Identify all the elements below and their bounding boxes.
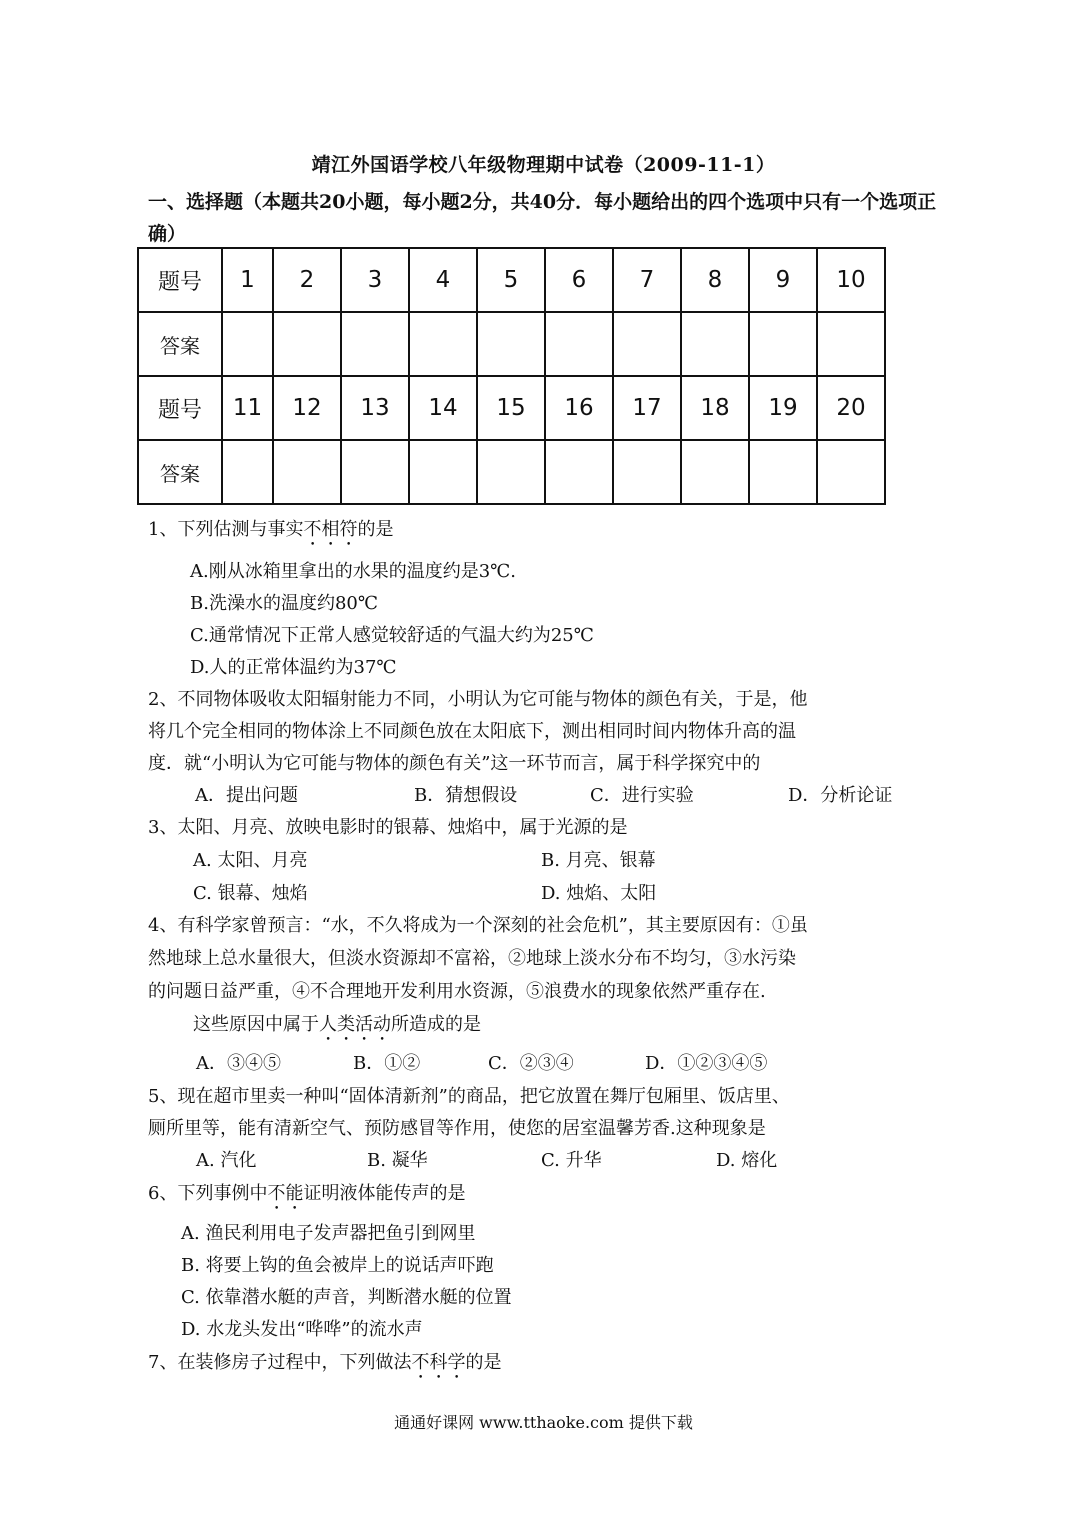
answer-cell[interactable] bbox=[222, 312, 273, 376]
answer-cell[interactable] bbox=[477, 440, 545, 504]
answer-label-cell: 答案 bbox=[138, 440, 222, 504]
question-text: 6、下列事例中 bbox=[148, 1183, 268, 1204]
answer-cell[interactable] bbox=[817, 440, 885, 504]
question-5-line-1: 5、现在超市里卖一种叫“固体清新剂”的商品，把它放置在舞厅包厢里、饭店里、 bbox=[148, 1086, 790, 1107]
answer-cell[interactable] bbox=[409, 312, 477, 376]
question-6-option-b: B. 将要上钩的鱼会被岸上的说话声吓跑 bbox=[181, 1255, 494, 1276]
number-cell: 15 bbox=[477, 376, 545, 440]
question-3-option-d: D. 烛焰、太阳 bbox=[541, 883, 657, 904]
answer-row-2 bbox=[138, 440, 885, 504]
question-1-option-d: D.人的正常体温约为37℃ bbox=[190, 657, 397, 678]
question-2-option-b: B．猜想假设 bbox=[414, 785, 518, 806]
answer-cell[interactable] bbox=[341, 440, 409, 504]
question-1-option-b: B.洗澡水的温度约80℃ bbox=[190, 593, 378, 614]
question-3-option-b: B. 月亮、银幕 bbox=[541, 850, 656, 871]
number-cell: 17 bbox=[613, 376, 681, 440]
number-label-cell: 题号 bbox=[138, 248, 222, 312]
answer-grid bbox=[137, 247, 886, 505]
question-text: 证明液体能传声的是 bbox=[303, 1183, 466, 1204]
page-footer: 通通好课网 www.tthaoke.com 提供下载 bbox=[394, 1413, 693, 1432]
number-cell: 12 bbox=[273, 376, 341, 440]
answer-cell[interactable] bbox=[477, 312, 545, 376]
answer-cell[interactable] bbox=[749, 440, 817, 504]
number-cell: 9 bbox=[749, 248, 817, 312]
number-cell: 4 bbox=[409, 248, 477, 312]
number-cell: 3 bbox=[341, 248, 409, 312]
emphasized-text: 不相符 bbox=[303, 519, 358, 540]
answer-cell[interactable] bbox=[749, 312, 817, 376]
question-4-option-b: B．①② bbox=[353, 1053, 421, 1074]
number-label-cell: 题号 bbox=[138, 376, 222, 440]
question-4-line-3: 的问题日益严重，④不合理地开发利用水资源，⑤浪费水的现象依然严重存在. bbox=[148, 981, 766, 1002]
question-4-line-1: 4、有科学家曾预言：“水，不久将成为一个深刻的社会危机”，其主要原因有：①虽 bbox=[148, 915, 808, 936]
question-6-option-c: C. 依靠潜水艇的声音，判断潜水艇的位置 bbox=[181, 1287, 512, 1308]
question-3-stem: 3、太阳、月亮、放映电影时的银幕、烛焰中，属于光源的是 bbox=[148, 817, 628, 838]
exam-title: 靖江外国语学校八年级物理期中试卷（2009-11-1） bbox=[311, 154, 776, 176]
answer-cell[interactable] bbox=[273, 312, 341, 376]
question-3-option-c: C. 银幕、烛焰 bbox=[193, 883, 308, 904]
number-cell: 1 bbox=[222, 248, 273, 312]
answer-row-1 bbox=[138, 312, 885, 376]
question-4-option-c: C．②③④ bbox=[488, 1053, 574, 1074]
question-2-line-1: 2、不同物体吸收太阳辐射能力不同，小明认为它可能与物体的颜色有关，于是，他 bbox=[148, 689, 808, 710]
answer-label-cell: 答案 bbox=[138, 312, 222, 376]
question-6-option-d: D. 水龙头发出“哗哗”的流水声 bbox=[181, 1319, 423, 1340]
question-6-option-a: A. 渔民利用电子发声器把鱼引到网里 bbox=[181, 1223, 476, 1244]
number-cell: 19 bbox=[749, 376, 817, 440]
question-4-line-2: 然地球上总水量很大，但淡水资源却不富裕，②地球上淡水分布不均匀，③水污染 bbox=[148, 948, 796, 969]
question-text: 这些原因中属于 bbox=[193, 1014, 319, 1035]
number-cell: 16 bbox=[545, 376, 613, 440]
question-1-stem bbox=[148, 518, 393, 550]
number-cell: 5 bbox=[477, 248, 545, 312]
question-7-stem bbox=[148, 1351, 501, 1383]
question-6-stem bbox=[148, 1182, 465, 1214]
answer-cell[interactable] bbox=[545, 312, 613, 376]
number-cell: 18 bbox=[681, 376, 749, 440]
number-cell: 2 bbox=[273, 248, 341, 312]
emphasized-text: 不科学 bbox=[411, 1352, 466, 1373]
question-2-line-2: 将几个完全相同的物体涂上不同颜色放在太阳底下，测出相同时间内物体升高的温 bbox=[148, 721, 796, 742]
number-cell: 11 bbox=[222, 376, 273, 440]
answer-cell[interactable] bbox=[681, 312, 749, 376]
question-text: 7、在装修房子过程中，下列做法 bbox=[148, 1352, 412, 1373]
number-cell: 8 bbox=[681, 248, 749, 312]
number-cell: 6 bbox=[545, 248, 613, 312]
emphasized-text: 人类活动 bbox=[319, 1014, 391, 1035]
number-cell: 7 bbox=[613, 248, 681, 312]
question-2-option-c: C．进行实验 bbox=[590, 785, 694, 806]
question-4-line-4 bbox=[193, 1013, 481, 1045]
question-5-option-c: C. 升华 bbox=[541, 1150, 602, 1171]
question-2-option-d: D．分析论证 bbox=[788, 785, 893, 806]
question-2-option-a: A．提出问题 bbox=[195, 785, 298, 806]
question-text: 的是 bbox=[357, 519, 394, 540]
question-text: 的是 bbox=[465, 1352, 502, 1373]
number-cell: 14 bbox=[409, 376, 477, 440]
answer-cell[interactable] bbox=[341, 312, 409, 376]
question-5-option-b: B. 凝华 bbox=[367, 1150, 428, 1171]
section-heading: 一、选择题（本题共20小题，每小题2分，共40分．每小题给出的四个选项中只有一个选项正确） bbox=[148, 191, 937, 245]
answer-cell[interactable] bbox=[222, 440, 273, 504]
number-cell: 10 bbox=[817, 248, 885, 312]
answer-cell[interactable] bbox=[545, 440, 613, 504]
question-3-option-a: A. 太阳、月亮 bbox=[193, 850, 308, 871]
answer-cell[interactable] bbox=[273, 440, 341, 504]
question-text: 1、下列估测与事实 bbox=[148, 519, 304, 540]
answer-cell[interactable] bbox=[681, 440, 749, 504]
question-4-option-a: A．③④⑤ bbox=[196, 1053, 281, 1074]
number-cell: 13 bbox=[341, 376, 409, 440]
number-row-2 bbox=[138, 376, 885, 440]
number-cell: 20 bbox=[817, 376, 885, 440]
answer-cell[interactable] bbox=[613, 312, 681, 376]
question-5-line-2: 厕所里等，能有清新空气、预防感冒等作用，使您的居室温馨芳香.这种现象是 bbox=[148, 1118, 766, 1139]
answer-cell[interactable] bbox=[817, 312, 885, 376]
number-row-1 bbox=[138, 248, 885, 312]
question-1-option-a: A.刚从冰箱里拿出的水果的温度约是3℃. bbox=[190, 561, 517, 582]
question-5-option-a: A. 汽化 bbox=[196, 1150, 257, 1171]
question-2-line-3: 度．就“小明认为它可能与物体的颜色有关”这一环节而言，属于科学探究中的 bbox=[148, 753, 761, 774]
question-4-option-d: D．①②③④⑤ bbox=[645, 1053, 768, 1074]
answer-cell[interactable] bbox=[613, 440, 681, 504]
emphasized-text: 不能 bbox=[267, 1183, 304, 1204]
question-1-option-c: C.通常情况下正常人感觉较舒适的气温大约为25℃ bbox=[190, 625, 594, 646]
question-text: 所造成的是 bbox=[391, 1014, 481, 1035]
question-5-option-d: D. 熔化 bbox=[716, 1150, 778, 1171]
answer-cell[interactable] bbox=[409, 440, 477, 504]
